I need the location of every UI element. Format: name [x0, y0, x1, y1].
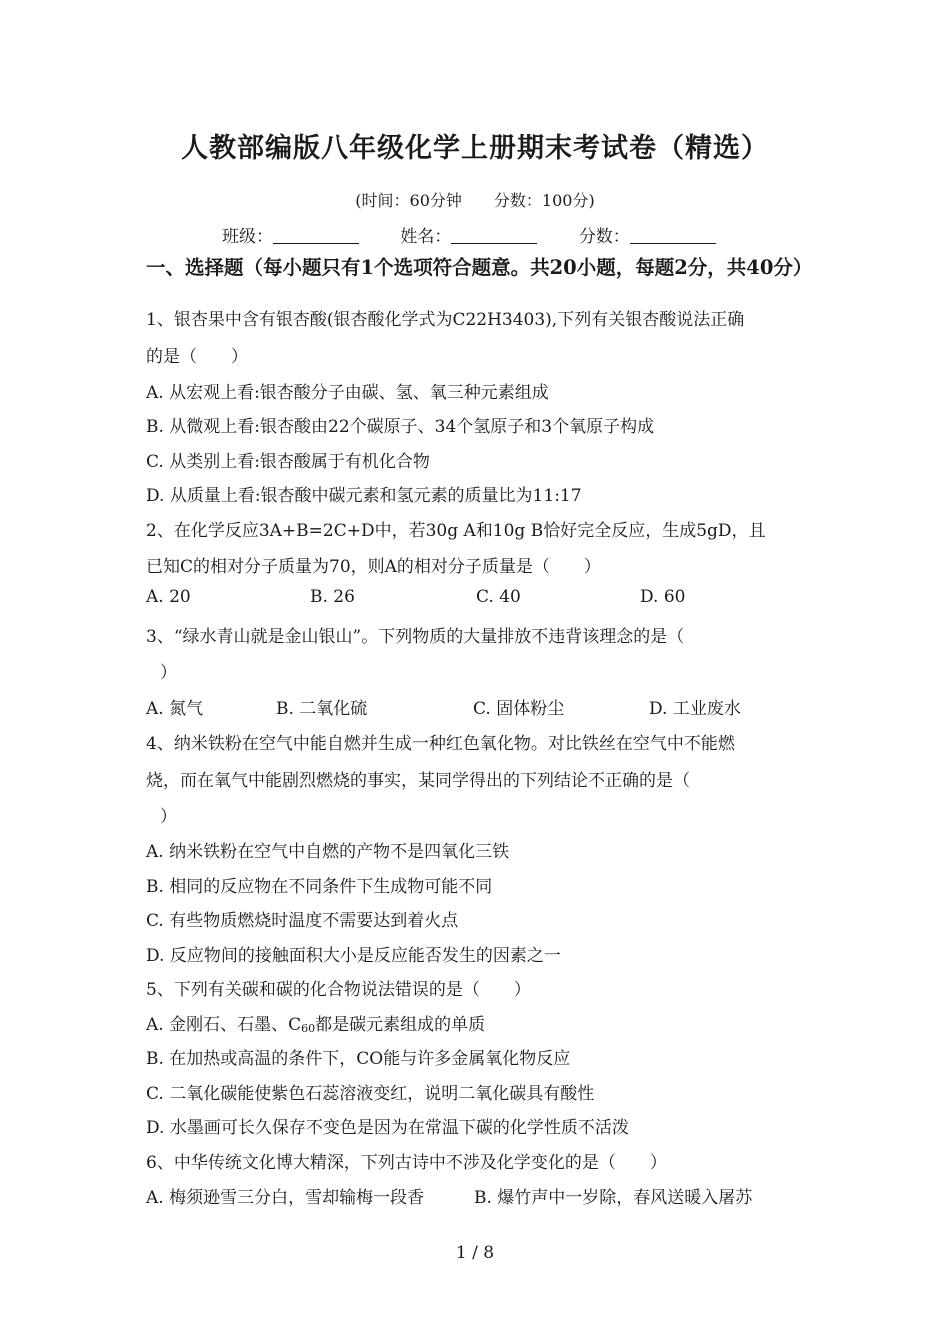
q5-option-c: C. 二氧化碳能使紫色石蕊溶液变红，说明二氧化碳具有酸性 [146, 1084, 595, 1104]
q3-option-d: D. 工业废水 [649, 699, 741, 719]
q5-option-a-head: A. 金刚石、石墨、C [146, 1015, 302, 1035]
q3-option-b: B. 二氧化硫 [276, 699, 368, 719]
q4-option-b: B. 相同的反应物在不同条件下生成物可能不同 [146, 877, 493, 897]
q4-option-c: C. 有些物质燃烧时温度不需要达到着火点 [146, 911, 459, 931]
q5-stem: 5、下列有关碳和碳的化合物说法错误的是（ ） [146, 980, 531, 1000]
class-field[interactable] [222, 222, 359, 247]
score-blank[interactable] [630, 227, 716, 244]
section-title: 一、选择题（每小题只有1个选项符合题意。共20小题，每题2分，共40分） [146, 256, 813, 279]
score-field[interactable] [579, 222, 716, 247]
q5-option-a-tail: 都是碳元素组成的单质 [315, 1015, 486, 1035]
q1-option-a: A. 从宏观上看:银杏酸分子由碳、氢、氧三种元素组成 [146, 383, 549, 403]
q3-stem-line1: 3、“绿水青山就是金山银山”。下列物质的大量排放不违背该理念的是（ [146, 627, 685, 647]
q3-stem-line2: ） [160, 663, 177, 683]
q1-option-d: D. 从质量上看:银杏酸中碳元素和氢元素的质量比为11:17 [146, 486, 582, 506]
q1-stem-line1: 1、银杏果中含有银杏酸(银杏酸化学式为C22H3403),下列有关银杏酸说法正确 [146, 310, 745, 330]
q1-stem-line2: 的是（ ） [146, 347, 248, 367]
q3-option-a: A. 氮气 [146, 699, 204, 719]
q4-option-d: D. 反应物间的接触面积大小是反应能否发生的因素之一 [146, 946, 561, 966]
q6-option-a: A. 梅须逊雪三分白，雪却输梅一段香 [146, 1188, 425, 1208]
q2-option-c: C. 40 [476, 587, 521, 607]
exam-time: (时间：60分钟 [355, 191, 462, 210]
q5-option-d: D. 水墨画可长久保存不变色是因为在常温下碳的化学性质不活泼 [146, 1118, 629, 1138]
exam-title: 人教部编版八年级化学上册期末考试卷（精选） [181, 133, 769, 164]
name-blank[interactable] [451, 227, 537, 244]
q2-option-d: D. 60 [640, 587, 686, 607]
q2-option-b: B. 26 [310, 587, 355, 607]
q1-option-b: B. 从微观上看:银杏酸由22个碳原子、34个氢原子和3个氧原子构成 [146, 417, 655, 437]
score-label: 分数： [578, 227, 630, 247]
page-number: 1 / 8 [455, 1243, 495, 1263]
q3-option-c: C. 固体粉尘 [473, 699, 565, 719]
class-blank[interactable] [273, 227, 359, 244]
exam-meta [0, 188, 950, 211]
q3-options [146, 694, 741, 719]
q5-option-b: B. 在加热或高温的条件下，CO能与许多金属氧化物反应 [146, 1049, 571, 1069]
q4-stem-line2: 烧，而在氧气中能剧烈燃烧的事实，某同学得出的下列结论不正确的是（ [146, 771, 690, 791]
q5-option-a [146, 1010, 485, 1035]
exam-total-score: 分数：100分) [493, 191, 595, 210]
q4-stem-line1: 4、纳米铁粉在空气中能自燃并生成一种红色氧化物。对比铁丝在空气中不能燃 [146, 734, 735, 754]
q5-option-a-subscript: 60 [301, 1022, 316, 1035]
name-label: 姓名： [400, 227, 452, 247]
q6-options [146, 1183, 752, 1208]
q6-option-b: B. 爆竹声中一岁除，春风送暖入屠苏 [474, 1188, 753, 1208]
q2-option-a: A. 20 [146, 587, 191, 607]
q2-options [146, 587, 685, 607]
q4-option-a: A. 纳米铁粉在空气中自燃的产物不是四氧化三铁 [146, 842, 510, 862]
q1-option-c: C. 从类别上看:银杏酸属于有机化合物 [146, 452, 430, 472]
q2-stem-line1: 2、在化学反应3A+B=2C+D中，若30g A和10g B恰好完全反应，生成5gD，且 [146, 521, 766, 541]
q4-stem-line3: ） [160, 807, 177, 827]
student-info-fields [222, 222, 752, 247]
class-label: 班级： [222, 227, 273, 247]
q6-stem: 6、中华传统文化博大精深，下列古诗中不涉及化学变化的是（ ） [146, 1153, 667, 1173]
name-field[interactable] [400, 222, 537, 247]
q2-stem-line2: 已知C的相对分子质量为70，则A的相对分子质量是（ ） [146, 557, 601, 577]
